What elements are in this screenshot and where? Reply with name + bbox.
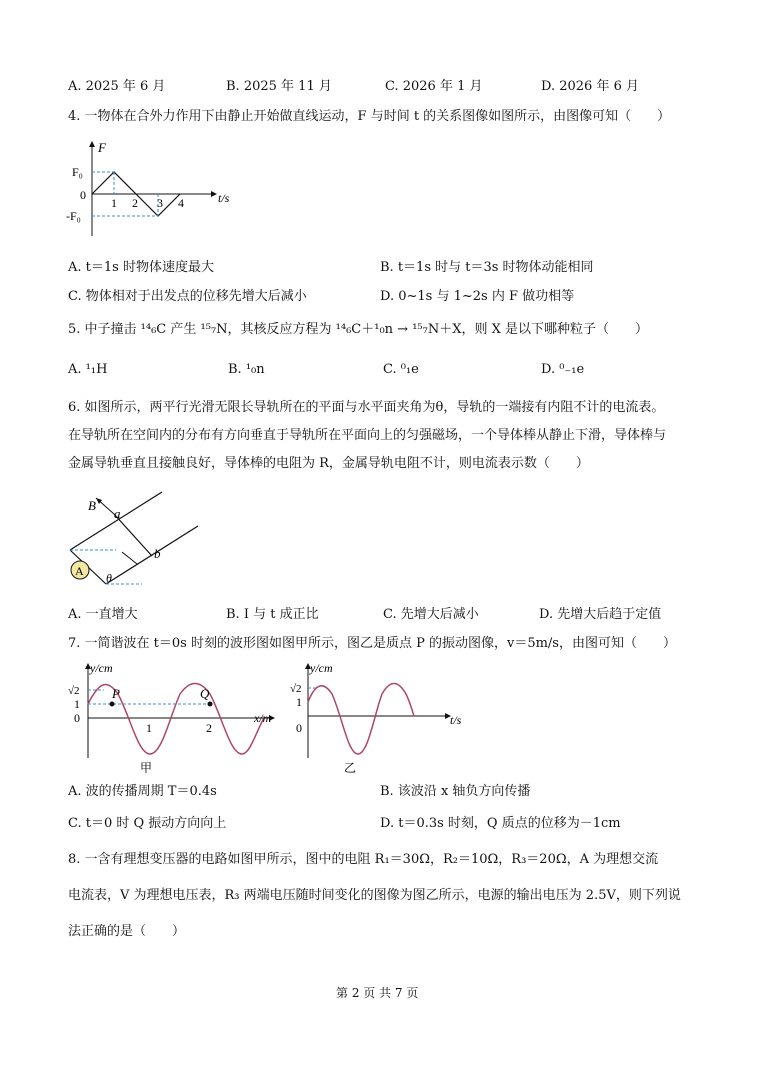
q4-force-time-graph [66,136,266,240]
vibration-curve [308,684,414,755]
b-label: B [88,498,96,513]
tick-1: 1 [111,196,117,210]
one-label: 1 [296,695,302,709]
q3-option-d: D. 2026 年 6 月 [541,79,639,94]
y-axis-label: y/cm [90,661,113,675]
q3-option-c: C. 2026 年 1 月 [385,79,483,94]
f-axis-label: F [98,140,106,155]
q4-option-c: C. 物体相对于出发点的位移先增大后减小 [68,289,307,304]
q3-option-b: B. 2025 年 11 月 [226,79,332,94]
point-p [110,702,115,707]
y-axis-label: y/cm [310,661,333,675]
q7-option-a: A. 波的传播周期 T＝0.4s [68,784,217,799]
q5-option-b: B. ¹₀n [228,362,265,377]
q5-option-c: C. ⁰₁e [383,362,419,377]
point-q [208,702,213,707]
q8-stem-line-2: 电流表，V 为理想电压表，R₃ 两端电压随时间变化的图像为图乙所示，电源的输出电压为 2.5V，则下列说 [68,888,681,903]
caption-yi: 乙 [344,761,357,775]
q8-stem-line-3: 法正确的是（ ） [68,924,186,939]
lower-rail [106,526,198,584]
x-axis-label: x/m [254,711,272,725]
b-point-label: b [154,546,161,561]
origin-label: 0 [296,721,302,735]
q5-stem: 5. 中子撞击 ¹⁴₆C 产生 ¹⁵₇N，其核反应方程为 ¹⁴₆C＋¹₀n → ¹⁵₇N＋X，则 X 是以下哪种粒子（ ） [68,322,648,337]
q6-stem-line-2: 在导轨所在空间内的分布有方向垂直于导轨所在平面向上的匀强磁场，一个导体棒从静止下滑，导体棒与 [68,428,667,443]
ammeter-label: A [75,564,84,578]
q6-stem-line-1: 6. 如图所示，两平行光滑无限长导轨所在的平面与水平面夹角为θ，导轨的一端接有内阻不计的电流表。 [68,400,665,415]
q-label: Q [200,686,210,701]
f0-label: F₀ [72,165,83,179]
caption-jia: 甲 [140,761,153,775]
q7-stem: 7. 一简谐波在 t＝0s 时刻的波形图如图甲所示，图乙是质点 P 的振动图像，v＝5m/s，由图可知（ ） [68,636,676,651]
q6-option-d: D. 先增大后趋于定值 [539,607,662,622]
a-label: a [114,506,121,521]
upper-rail [70,492,162,550]
x-tick-1: 1 [146,721,152,735]
q3-option-a: A. 2025 年 6 月 [68,79,166,94]
page-footer: 第 2 页 共 7 页 [336,986,419,1000]
x-tick-2: 2 [206,721,212,735]
q5-option-d: D. ⁰₋₁e [541,362,585,377]
q7-vibration-graph-yi [286,658,466,778]
q5-option-a: A. ¹₁H [68,362,108,377]
q6-rail-diagram [62,484,212,594]
q4-stem: 4. 一物体在合外力作用下由静止开始做直线运动，F 与时间 t 的关系图像如图所示，由图像可知（ ） [68,109,671,124]
neg-f0-label: -F₀ [66,209,81,223]
q8-stem-line-1: 8. 一含有理想变压器的电路如图甲所示，图中的电阻 R₁＝30Ω，R₂＝10Ω，R₃＝20Ω，A 为理想交流 [68,852,659,867]
origin-label: 0 [74,711,80,725]
sqrt2-label: √2 [68,685,80,697]
q6-option-a: A. 一直增大 [68,607,138,622]
q7-option-b: B. 该波沿 x 轴负方向传播 [380,784,531,799]
q4-option-a: A. t＝1s 时物体速度最大 [68,260,214,275]
q4-option-d: D. 0~1s 与 1~2s 内 F 做功相等 [380,289,575,304]
origin-label: 0 [80,188,86,202]
q7-option-d: D. t＝0.3s 时刻，Q 质点的位移为－1cm [380,816,621,831]
t-axis-label: t/s [450,713,462,727]
q7-wave-graph-jia [64,658,284,778]
q6-option-b: B. I 与 t 成正比 [226,607,319,622]
tick-2: 2 [132,196,138,210]
q6-option-c: C. 先增大后减小 [383,607,479,622]
q7-option-c: C. t＝0 时 Q 振动方向向上 [68,816,227,831]
one-label: 1 [74,697,80,711]
sqrt2-label: √2 [290,683,302,695]
tick-4: 4 [178,196,184,210]
q4-option-b: B. t＝1s 时与 t＝3s 时物体动能相同 [380,260,594,275]
t-axis-label: t/s [218,191,230,205]
tick-3: 3 [157,196,163,210]
theta-label: θ [106,571,112,585]
p-label: P [112,686,120,701]
q6-stem-line-3: 金属导轨垂直且接触良好，导体棒的电阻为 R，金属导轨电阻不计，则电流表示数（ ） [68,456,589,471]
